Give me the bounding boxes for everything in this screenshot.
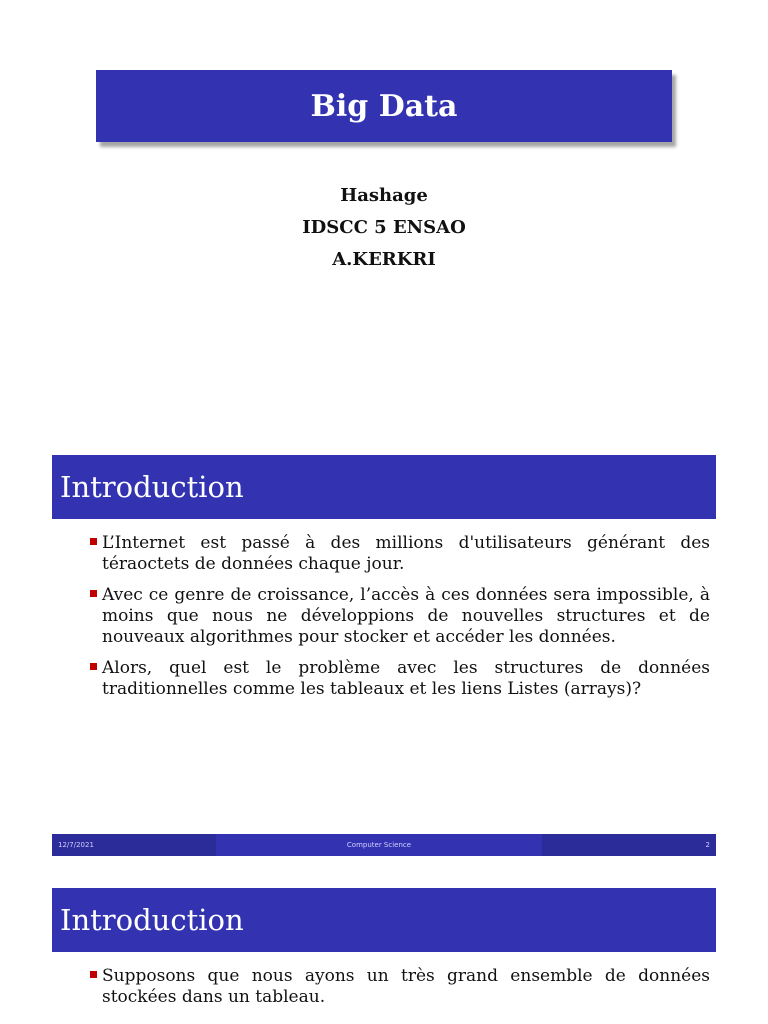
- slide2-header: Introduction: [52, 455, 716, 519]
- square-bullet-icon: [90, 538, 97, 545]
- footer-page-number: 2: [542, 834, 716, 856]
- list-item: [86, 533, 710, 575]
- subtitle-course: IDSCC 5 ENSAO: [302, 217, 466, 238]
- bullet-text: Avec ce genre de croissance, l’accès à ces données sera impossible, à moins que nous ne développions de nouvelles structures et de nouveaux algorithmes pour stocker et accéder les données.: [102, 585, 710, 647]
- slide2-bullet-list: [86, 533, 710, 710]
- square-bullet-icon: [90, 663, 97, 670]
- list-item: [86, 585, 710, 648]
- bullet-text: L’Internet est passé à des millions d'utilisateurs générant des téraoctets de données chaque jour.: [102, 533, 710, 574]
- subtitle-author: A.KERKRI: [332, 249, 436, 270]
- slide2-footer: [52, 834, 716, 856]
- title-slide-subtitles: [0, 180, 768, 276]
- slide-title: Big Data: [96, 70, 672, 142]
- list-item: [86, 658, 710, 700]
- slide3-bullet-list: [86, 966, 710, 1018]
- slide3-header: Introduction: [52, 888, 716, 952]
- footer-date: 12/7/2021: [52, 834, 216, 856]
- bullet-text: Supposons que nous ayons un très grand ensemble de données stockées dans un tableau.: [102, 966, 710, 1007]
- bullet-text: Alors, quel est le problème avec les structures de données traditionnelles comme les tableaux et les liens Listes (arrays)?: [102, 658, 710, 699]
- subtitle-topic: Hashage: [340, 185, 428, 206]
- square-bullet-icon: [90, 971, 97, 978]
- list-item: [86, 966, 710, 1008]
- square-bullet-icon: [90, 590, 97, 597]
- footer-title: Computer Science: [216, 834, 542, 856]
